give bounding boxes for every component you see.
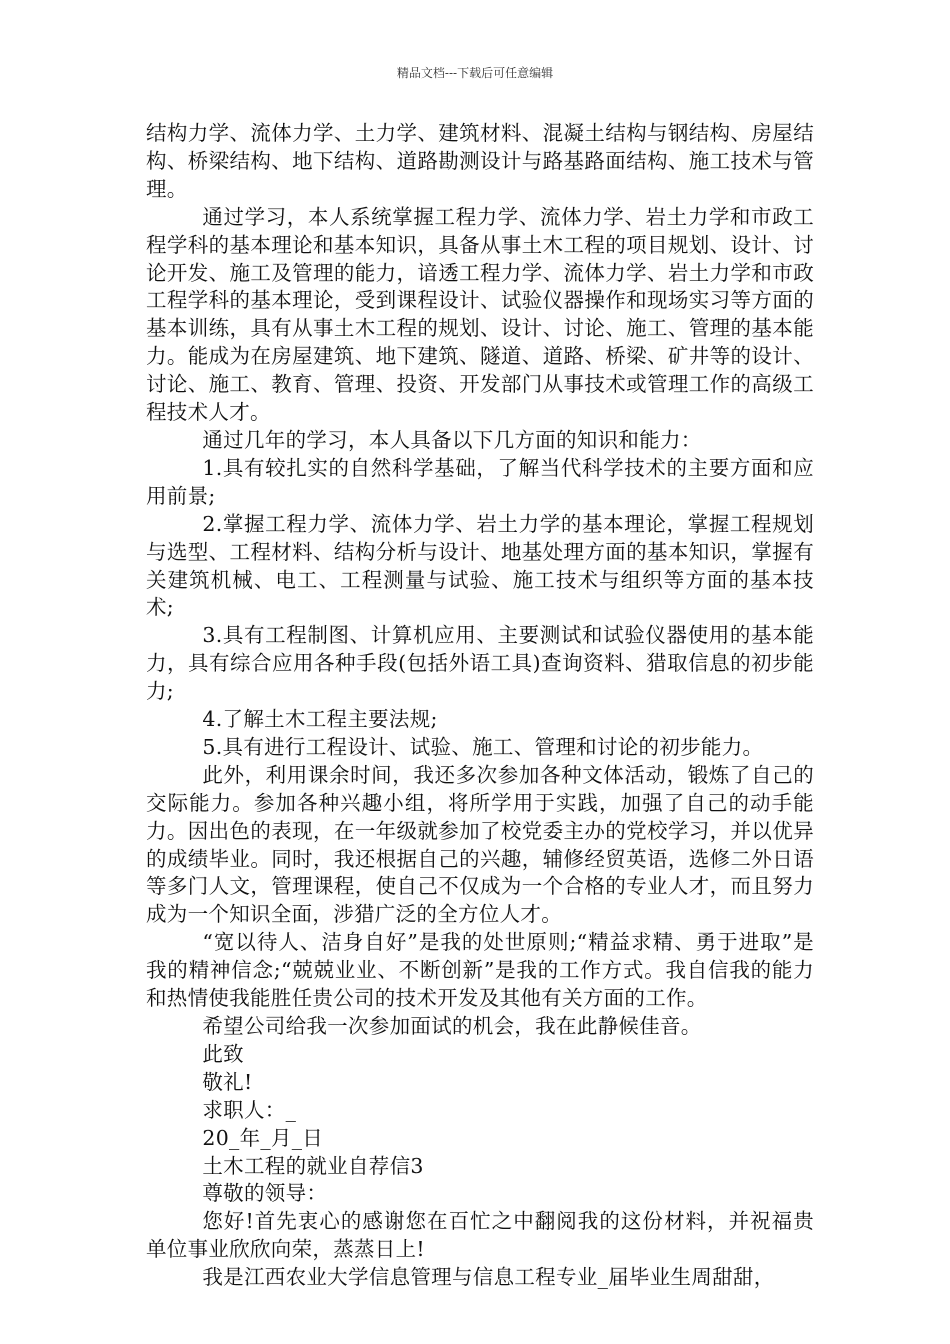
paragraph-thanks: 您好!首先衷心的感谢您在百忙之中翻阅我的这份材料，并祝福贵单位事业欣欣向荣，蒸蒸日上! bbox=[146, 1209, 814, 1262]
closing-salutation: 此致 bbox=[202, 1041, 244, 1066]
paragraph-introduction: 我是江西农业大学信息管理与信息工程专业_届毕业生周甜甜， bbox=[202, 1265, 775, 1290]
signature-applicant: 求职人：_ bbox=[202, 1097, 297, 1122]
closing-hope: 希望公司给我一次参加面试的机会，我在此静候佳音。 bbox=[202, 1014, 702, 1038]
page-header: 精品文档---下载后可任意编辑 bbox=[396, 66, 554, 80]
paragraph-1: 结构力学、流体力学、土力学、建筑材料、混凝土结构与钢结构、房屋结构、桥梁结构、地下结构、道路勘测设计与路基路面结构、施工技术与管理。 bbox=[146, 121, 814, 201]
letter-greeting: 尊敬的领导： bbox=[202, 1181, 328, 1206]
list-item-4: 4.了解土木工程主要法规; bbox=[202, 707, 438, 732]
paragraph-3: 通过几年的学习，本人具备以下几方面的知识和能力： bbox=[202, 427, 702, 452]
list-item-5: 5.具有进行工程设计、试验、施工、管理和讨论的初步能力。 bbox=[202, 734, 764, 759]
paragraph-extracurricular: 此外，利用课余时间，我还多次参加各种文体活动，锻炼了自己的交际能力。参加各种兴趣小组，将所学用于实践，加强了自己的动手能力。因出色的表现，在一年级就参加了校党委主办的党校学习，并以优异的成绩毕业。同时，我还根据自己的兴趣，辅修经贸英语，选修二外日语等多门人文，管理课程，使自己不仅成为一个合格的专业人才，而且努力成为一个知识全面，涉猎广泛的全方位人才。 bbox=[146, 762, 814, 927]
list-item-1: 1.具有较扎实的自然科学基础，了解当代科学技术的主要方面和应用前景; bbox=[146, 455, 814, 508]
document-body bbox=[146, 120, 814, 1292]
paragraph-2: 通过学习，本人系统掌握工程力学、流体力学、岩土力学和市政工程学科的基本理论和基本知识，具备从事土木工程的项目规划、设计、讨论开发、施工及管理的能力，谙透工程力学、流体力学、岩土力学和市政工程学科的基本理论，受到课程设计、试验仪器操作和现场实习等方面的基本训练，具有从事土木工程的规划、设计、讨论、施工、管理的基本能力。能成为在房屋建筑、地下建筑、隧道、道路、桥梁、矿井等的设计、讨论、施工、教育、管理、投资、开发部门从事技术或管理工作的高级工程技术人才。 bbox=[146, 204, 814, 425]
letter-title: 土木工程的就业自荐信3 bbox=[202, 1153, 424, 1178]
list-item-3: 3.具有工程制图、计算机应用、主要测试和试验仪器使用的基本能力，具有综合应用各种手段(包括外语工具)查询资料、猎取信息的初步能力; bbox=[146, 623, 814, 704]
paragraph-principles: “宽以待人、洁身自好”是我的处世原则;“精益求精、勇于进取”是我的精神信念;“兢兢业业、不断创新”是我的工作方式。我自信我的能力和热情使我能胜任贵公司的技术开发及其他有关方面的工作。 bbox=[146, 930, 814, 1011]
signature-date: 20_年_月_日 bbox=[202, 1125, 324, 1150]
list-item-2: 2.掌握工程力学、流体力学、岩土力学的基本理论，掌握工程规划与选型、工程材料、结构分析与设计、地基处理方面的基本知识，掌握有关建筑机械、电工、工程测量与试验、施工技术与组织等方面的基本技术; bbox=[146, 511, 814, 620]
closing-regards: 敬礼! bbox=[202, 1069, 253, 1094]
